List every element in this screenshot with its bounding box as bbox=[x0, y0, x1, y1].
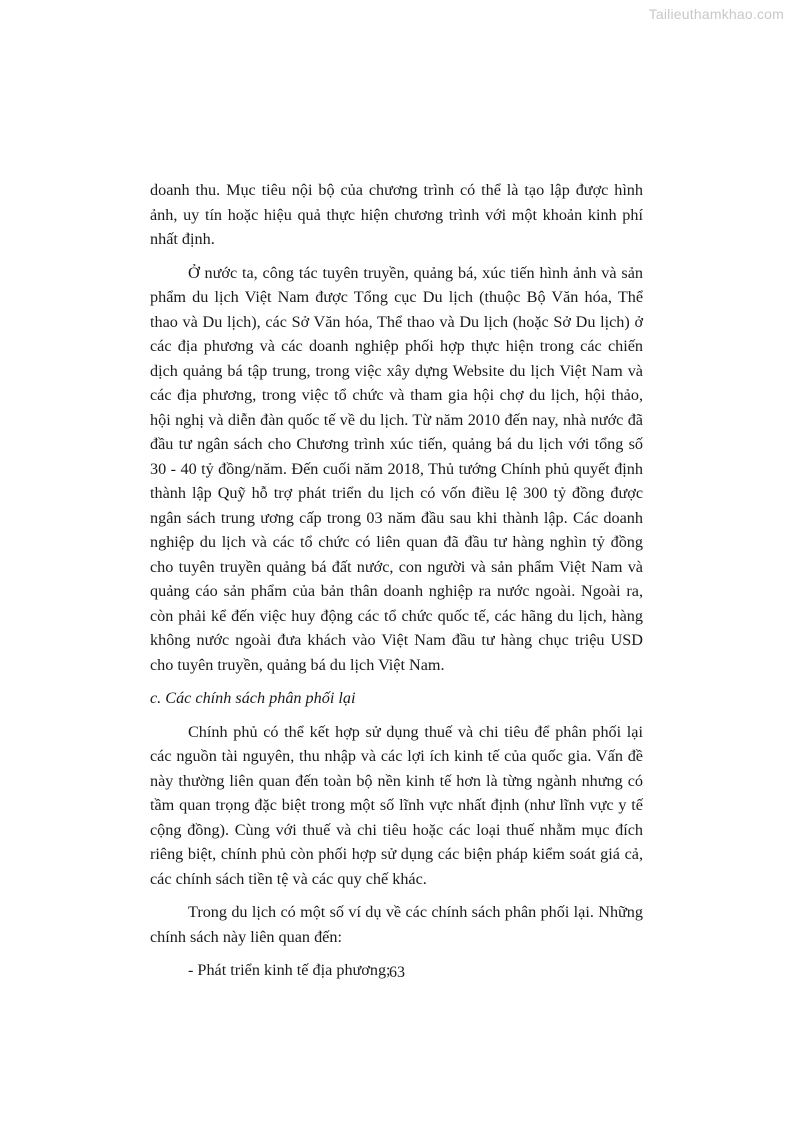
list-item: - Phát triển kinh tế địa phương; bbox=[188, 961, 391, 979]
section-heading: c. Các chính sách phân phối lại bbox=[150, 689, 356, 707]
page-number: 63 bbox=[389, 964, 405, 981]
watermark: Tailieuthamkhao.com bbox=[648, 6, 784, 22]
paragraph-examples: Trong du lịch có một số ví dụ về các chính sách phân phối lại. Những chính sách này liên quan đến: bbox=[150, 903, 643, 946]
page-body bbox=[150, 178, 643, 983]
paragraph-promotion: Ở nước ta, công tác tuyên truyền, quảng bá, xúc tiến hình ảnh và sản phẩm du lịch Việt Nam được Tổng cục Du lịch (thuộc Bộ Văn hóa, Thể thao và Du lịch), các Sở Văn hóa, Thể thao và Du lịch (hoặc Sở Du lịch) ở các địa phương và các doanh nghiệp phối hợp thực hiện trong các chiến dịch quảng bá tập trung, trong việc xây dựng Website du lịch Việt Nam và các địa phương, trong việc tổ chức và tham gia hội chợ du lịch, hội thảo, hội nghị và diễn đàn quốc tế về du lịch. Từ năm 2010 đến nay, nhà nước đã đầu tư ngân sách cho Chương trình xúc tiến, quảng bá du lịch với tổng số 30 - 40 tỷ đồng/năm. Đến cuối năm 2018, Thủ tướng Chính phủ quyết định thành lập Quỹ hỗ trợ phát triển du lịch có vốn điều lệ 300 tỷ đồng được ngân sách trung ương cấp trong 03 năm đầu sau khi thành lập. Các doanh nghiệp du lịch và các tổ chức có liên quan đã đầu tư hàng nghìn tỷ đồng cho tuyên truyền quảng bá đất nước, con người và sản phẩm Việt Nam và quảng cáo sản phẩm của bản thân doanh nghiệp ra nước ngoài. Ngoài ra, còn phải kể đến việc huy động các tổ chức quốc tế, các hãng du lịch, hàng không nước ngoài đưa khách vào Việt Nam đầu tư hàng chục triệu USD cho tuyên truyền, quảng bá du lịch Việt Nam. bbox=[150, 263, 643, 674]
paragraph-redistribution: Chính phủ có thể kết hợp sử dụng thuế và chi tiêu để phân phối lại các nguồn tài nguyên, thu nhập và các lợi ích kinh tế của quốc gia. Vấn đề này thường liên quan đến toàn bộ nền kinh tế hơn là từng ngành nhưng có tầm quan trọng đặc biệt trong một số lĩnh vực nhất định (như lĩnh vực y tế cộng đồng). Cùng với thuế và chi tiêu hoặc các loại thuế nhằm mục đích riêng biệt, chính phủ còn phối hợp sử dụng các biện pháp kiểm soát giá cả, các chính sách tiền tệ và các quy chế khác. bbox=[150, 722, 643, 888]
paragraph-continuation: doanh thu. Mục tiêu nội bộ của chương trình có thể là tạo lập được hình ảnh, uy tín hoặc hiệu quả thực hiện chương trình với một khoản kinh phí nhất định. bbox=[150, 181, 643, 248]
